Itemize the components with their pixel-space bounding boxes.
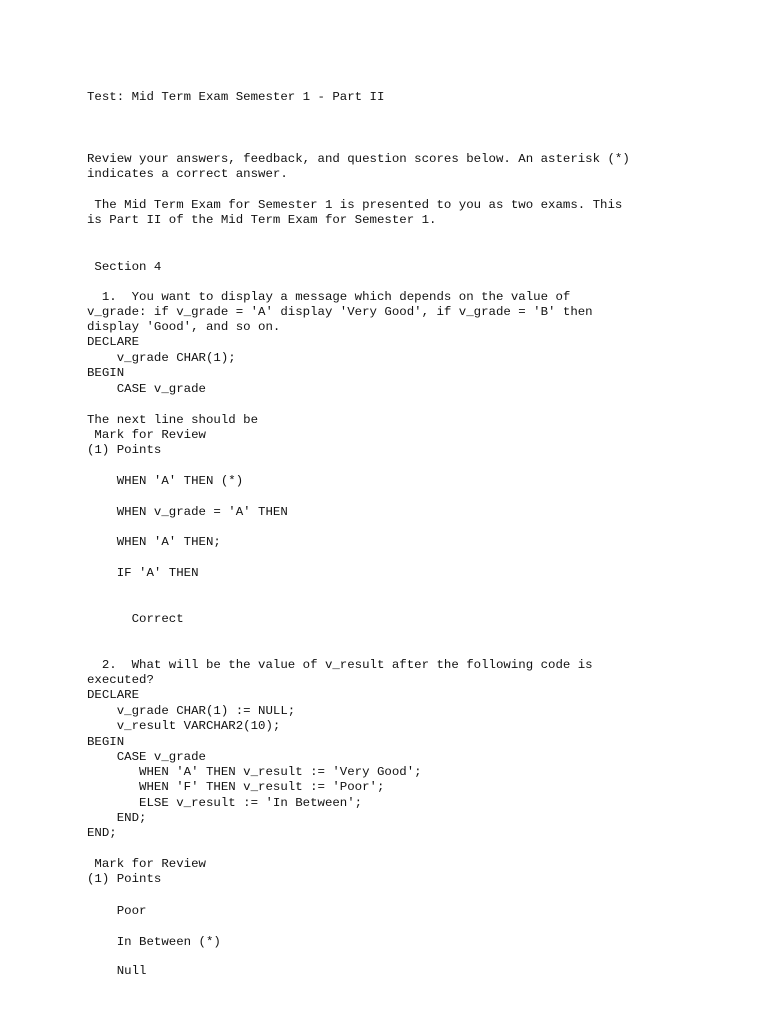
- question-1-prompt-line-1: 1. You want to display a message which depends on the value of: [87, 290, 571, 304]
- question-2-prompt-line-1: 2. What will be the value of v_result after the following code is: [87, 658, 593, 672]
- question-2-points: (1) Points: [87, 872, 162, 886]
- question-2-option[interactable]: Null: [87, 964, 147, 978]
- question-2-code-line: BEGIN: [87, 735, 125, 749]
- exam-description-line-2: is Part II of the Mid Term Exam for Semester 1.: [87, 213, 437, 227]
- question-1-points: (1) Points: [87, 443, 162, 457]
- question-1-code-line: v_grade CHAR(1);: [87, 351, 236, 365]
- question-2-code-line: DECLARE: [87, 688, 140, 702]
- review-instructions-line-2: indicates a correct answer.: [87, 167, 288, 181]
- question-2-code-line: END;: [87, 826, 117, 840]
- question-2-option[interactable]: Poor: [87, 904, 147, 918]
- exam-description-line-1: The Mid Term Exam for Semester 1 is presented to you as two exams. This: [87, 198, 623, 212]
- question-1-option[interactable]: WHEN v_grade = 'A' THEN: [87, 505, 288, 519]
- question-2-code-line: WHEN 'F' THEN v_result := 'Poor';: [87, 780, 385, 794]
- page-title: Test: Mid Term Exam Semester 1 - Part II: [87, 90, 385, 104]
- question-2-mark-for-review[interactable]: Mark for Review: [87, 857, 206, 871]
- section-heading: Section 4: [87, 260, 162, 274]
- question-2-code-line: WHEN 'A' THEN v_result := 'Very Good';: [87, 765, 422, 779]
- question-2-code-line: CASE v_grade: [87, 750, 206, 764]
- review-instructions-line-1: Review your answers, feedback, and question scores below. An asterisk (*): [87, 152, 630, 166]
- question-2-code-line: ELSE v_result := 'In Between';: [87, 796, 363, 810]
- question-1-mark-for-review[interactable]: Mark for Review: [87, 428, 206, 442]
- question-2-code-line: v_grade CHAR(1) := NULL;: [87, 704, 296, 718]
- question-2-option[interactable]: In Between (*): [87, 935, 221, 949]
- question-1-option[interactable]: WHEN 'A' THEN;: [87, 535, 221, 549]
- question-1-option[interactable]: IF 'A' THEN: [87, 566, 199, 580]
- question-1-option[interactable]: WHEN 'A' THEN (*): [87, 474, 244, 488]
- question-1-code-line: BEGIN: [87, 366, 125, 380]
- question-2-code-line: END;: [87, 811, 147, 825]
- question-1-followup: The next line should be: [87, 413, 259, 427]
- question-2-prompt-line-2: executed?: [87, 673, 154, 687]
- question-1-prompt-line-2: v_grade: if v_grade = 'A' display 'Very Good', if v_grade = 'B' then: [87, 305, 593, 319]
- question-1-code-line: DECLARE: [87, 335, 140, 349]
- question-1-prompt-line-3: display 'Good', and so on.: [87, 320, 281, 334]
- question-1-code-line: CASE v_grade: [87, 382, 206, 396]
- question-2-code-line: v_result VARCHAR2(10);: [87, 719, 281, 733]
- question-1-feedback: Correct: [87, 612, 184, 626]
